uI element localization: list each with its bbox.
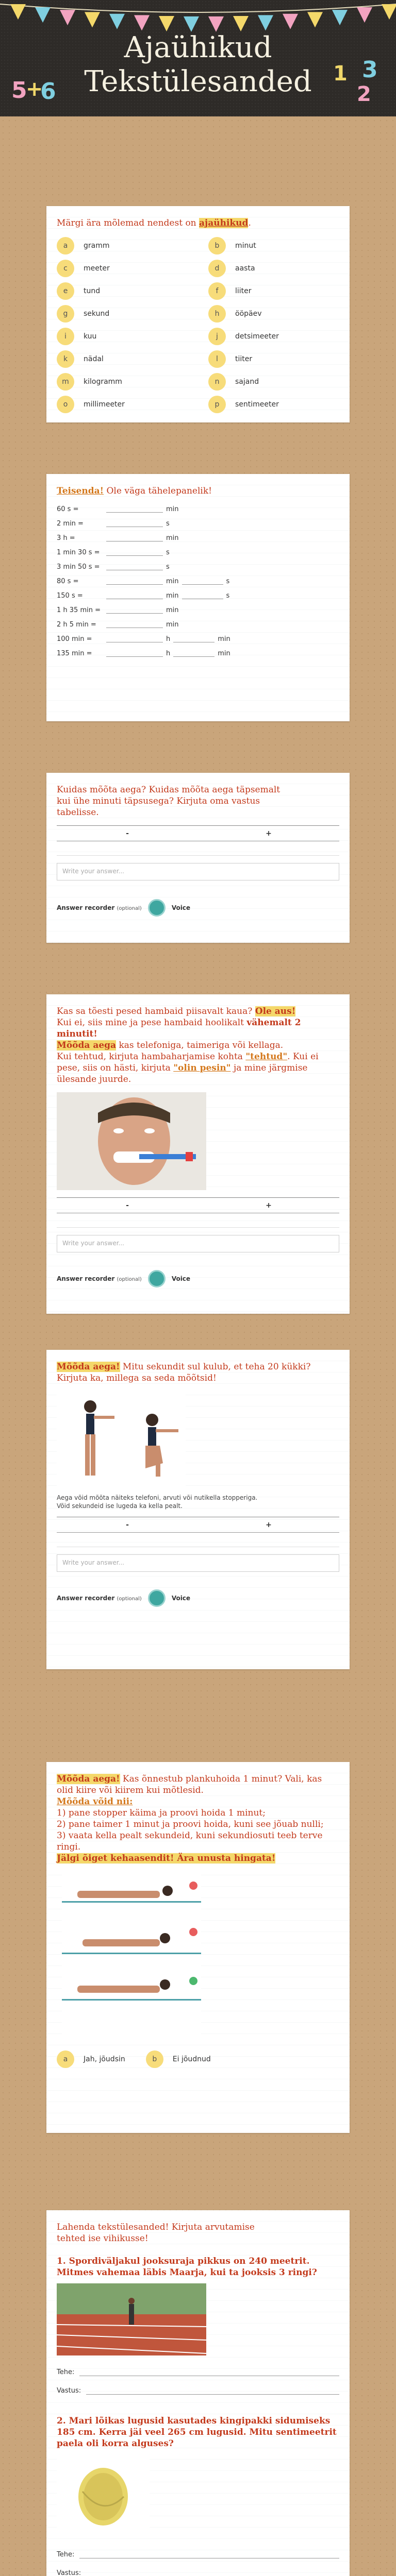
question-squats bbox=[57, 1361, 339, 1384]
tooth-brushing-photo bbox=[57, 1092, 206, 1190]
bunting-flag bbox=[134, 15, 150, 30]
option-label: kuu bbox=[84, 332, 97, 341]
conversion-blank[interactable] bbox=[106, 635, 163, 642]
option-yes[interactable] bbox=[57, 2050, 125, 2068]
squat-illustration bbox=[57, 1391, 186, 1489]
bunting-flag bbox=[60, 10, 75, 25]
teeth-line-4c: ja mine järgmise ülesande juurde. bbox=[57, 1063, 308, 1084]
running-track-photo bbox=[57, 2283, 206, 2355]
chalk-plus-left: + bbox=[26, 77, 43, 101]
answer-option[interactable] bbox=[208, 328, 339, 345]
answer-label: Vastus: bbox=[57, 2569, 81, 2576]
chalk-digit-6: 6 bbox=[40, 78, 56, 105]
bunting-flag bbox=[159, 16, 174, 31]
answer-input[interactable]: Write your answer... bbox=[57, 863, 339, 880]
option-no-label: Ei jõudnud bbox=[172, 2055, 211, 2063]
question-plank bbox=[57, 1773, 339, 1864]
teeth-measure: Mõõda aega bbox=[57, 1040, 117, 1050]
card-time-units bbox=[46, 206, 350, 422]
conversion-unit: min bbox=[166, 577, 179, 585]
conversion-left: 80 s = bbox=[57, 577, 79, 585]
option-grid bbox=[57, 237, 339, 413]
option-badge: g bbox=[57, 305, 74, 323]
word-problems-intro bbox=[57, 2222, 339, 2244]
conversion-blank[interactable] bbox=[106, 549, 163, 556]
answer-label: Vastus: bbox=[57, 2386, 81, 2395]
conversion-blank[interactable] bbox=[182, 592, 223, 599]
answer-option[interactable] bbox=[57, 282, 188, 300]
option-badge: c bbox=[57, 260, 74, 277]
conversion-blank[interactable] bbox=[106, 505, 163, 513]
option-badge: m bbox=[57, 373, 74, 391]
task-1-equation bbox=[57, 2363, 339, 2381]
conversion-unit: min bbox=[166, 505, 179, 513]
equation-label: Tehe: bbox=[57, 2550, 75, 2558]
card-measure-time bbox=[46, 773, 350, 943]
bunting-flag bbox=[233, 16, 249, 31]
measure-line-1: Kuidas mõõta aega? Kuidas mõõta aega täpsemalt bbox=[57, 785, 280, 795]
question-teeth bbox=[57, 1006, 339, 1085]
conversion-unit: s bbox=[166, 519, 170, 528]
option-label: detsimeeter bbox=[235, 332, 279, 341]
teeth-brushed: "olin pesin" bbox=[173, 1063, 231, 1073]
conversion-blank[interactable] bbox=[106, 650, 163, 657]
answer-recorder bbox=[57, 1270, 339, 1287]
convert-rows bbox=[57, 502, 339, 660]
option-badge: a bbox=[57, 2050, 74, 2068]
col-plus: + bbox=[266, 1201, 272, 1210]
answer-option[interactable] bbox=[57, 260, 188, 277]
conversion-row bbox=[57, 603, 339, 617]
option-badge: p bbox=[208, 396, 226, 413]
card-word-problems bbox=[46, 2210, 350, 2576]
recorder-label-text: Answer recorder bbox=[57, 904, 115, 911]
page-title bbox=[0, 31, 396, 99]
bunting-flag bbox=[10, 4, 26, 20]
plank-illustration bbox=[62, 1870, 201, 2035]
option-no[interactable] bbox=[146, 2050, 211, 2068]
option-badge: b bbox=[146, 2050, 163, 2068]
teeth-line-4: Kui tehtud, kirjuta hambaharjamise kohta bbox=[57, 1052, 246, 1062]
conversion-left: 1 h 35 min = bbox=[57, 606, 101, 614]
conversion-row bbox=[57, 545, 339, 560]
option-badge: k bbox=[57, 350, 74, 368]
task-1-answer bbox=[57, 2381, 339, 2400]
option-label: meeter bbox=[84, 264, 110, 273]
option-badge: h bbox=[208, 305, 226, 323]
conversion-row bbox=[57, 617, 339, 632]
chalk-digit-2: 2 bbox=[357, 82, 371, 106]
conversion-blank[interactable] bbox=[106, 563, 163, 570]
option-label: sentimeeter bbox=[235, 400, 279, 409]
answer-recorder bbox=[57, 899, 339, 917]
answer-option[interactable] bbox=[208, 237, 339, 255]
teeth-line-1: Kas sa tõesti pesed hambaid piisavalt kaua? bbox=[57, 1006, 255, 1016]
bunting-flag bbox=[283, 14, 298, 29]
title-line-1: Ajaühikud bbox=[124, 31, 272, 64]
option-badge: o bbox=[57, 396, 74, 413]
title-line-2: Tekstülesanded bbox=[84, 65, 312, 98]
squats-text: Mitu sekundit sul kulub, et teha 20 kükki? Kirjuta ka, millega sa seda mõõtsid! bbox=[57, 1362, 311, 1383]
conversion-blank[interactable] bbox=[106, 621, 163, 628]
conversion-left: 60 s = bbox=[57, 505, 79, 513]
conversion-unit: h bbox=[166, 649, 171, 657]
header-chalkboard bbox=[0, 0, 396, 116]
table-header bbox=[57, 1517, 339, 1533]
option-badge: l bbox=[208, 350, 226, 368]
table-row bbox=[57, 841, 339, 856]
q1-text: Märgi ära mõlemad nendest on bbox=[57, 218, 196, 228]
plank-step-1: 1) pane stopper käima ja proovi hoida 1 minut; bbox=[57, 1808, 266, 1818]
recorder-optional: (optional) bbox=[117, 1596, 142, 1602]
conversion-blank[interactable] bbox=[106, 606, 163, 614]
bunting-flag bbox=[85, 12, 100, 27]
conversion-unit: min bbox=[166, 620, 179, 629]
option-yes-label: Jah, jõudsin bbox=[84, 2055, 125, 2063]
equation-label: Tehe: bbox=[57, 2368, 75, 2376]
col-minus: - bbox=[126, 1520, 129, 1529]
conversion-unit: min bbox=[218, 635, 230, 643]
conversion-row bbox=[57, 646, 339, 660]
intro-line-2: tehted ise vihikusse! bbox=[57, 2233, 148, 2244]
answer-option[interactable] bbox=[57, 396, 188, 413]
task-2-answer bbox=[57, 2564, 339, 2576]
chalk-digit-3: 3 bbox=[362, 57, 378, 83]
table-row bbox=[57, 1533, 339, 1547]
option-badge: j bbox=[208, 328, 226, 345]
squats-measure: Mõõda aega! bbox=[57, 1362, 120, 1372]
bunting-flag bbox=[332, 10, 348, 25]
task-1-text: 1. Spordiväljakul jooksuraja pikkus on 240 meetrit. Mitmes vahemaa läbis Maarja, kui ta jooksis 3 ringi? bbox=[57, 2256, 317, 2278]
conversion-unit: s bbox=[226, 577, 230, 585]
conversion-blank[interactable] bbox=[182, 578, 223, 585]
option-label: kilogramm bbox=[84, 378, 122, 386]
squats-caption-1: Aega võid mõõta näiteks telefoni, arvuti või nutikella stopperiga. bbox=[57, 1494, 258, 1501]
measure-line-3: tabelisse. bbox=[57, 807, 99, 818]
option-badge: n bbox=[208, 373, 226, 391]
answer-option[interactable] bbox=[57, 305, 188, 323]
conversion-unit: min bbox=[218, 649, 230, 657]
bunting-flag bbox=[208, 16, 224, 32]
recorder-label-text: Answer recorder bbox=[57, 1595, 115, 1602]
bunting-flag bbox=[35, 7, 51, 23]
bunting-flag bbox=[307, 12, 323, 27]
answer-option[interactable] bbox=[208, 350, 339, 368]
q1-end: . bbox=[248, 218, 251, 228]
plank-how: Mõõda võid nii: bbox=[57, 1797, 133, 1807]
conversion-row bbox=[57, 531, 339, 545]
conversion-row bbox=[57, 560, 339, 574]
table-header bbox=[57, 826, 339, 841]
voice-label: Voice bbox=[171, 904, 191, 911]
card-squats bbox=[46, 1350, 350, 1669]
voice-record-button[interactable] bbox=[148, 1270, 166, 1287]
answer-option[interactable] bbox=[208, 282, 339, 300]
teeth-table bbox=[57, 1197, 339, 1228]
teeth-line-4b: . Kui ei pese, siis on hästi, kirjuta bbox=[57, 1052, 319, 1073]
question-time-units bbox=[57, 217, 339, 229]
voice-label: Voice bbox=[171, 1275, 191, 1282]
plank-text: Kas õnnestub plankuhoida 1 minut? Vali, kas olid kiire või kiirem kui mõtlesid. bbox=[57, 1774, 322, 1795]
answer-option[interactable] bbox=[208, 373, 339, 391]
option-label: tiiter bbox=[235, 355, 253, 363]
col-minus: - bbox=[126, 1201, 129, 1210]
option-label: tund bbox=[84, 287, 101, 295]
conversion-row bbox=[57, 516, 339, 531]
recorder-label bbox=[57, 1595, 142, 1602]
bunting-flag bbox=[382, 4, 396, 20]
option-label: ööpäev bbox=[235, 310, 262, 318]
option-label: millimeeter bbox=[84, 400, 125, 409]
answer-input[interactable]: Write your answer... bbox=[57, 1235, 339, 1252]
ribbon-roll-photo bbox=[57, 2455, 150, 2538]
plank-measure: Mõõda aega! bbox=[57, 1774, 120, 1784]
option-label: minut bbox=[235, 242, 256, 250]
answer-recorder bbox=[57, 1589, 339, 1607]
bunting-flag bbox=[109, 14, 125, 29]
recorder-label bbox=[57, 1275, 142, 1282]
voice-label: Voice bbox=[171, 1595, 191, 1602]
conversion-blank[interactable] bbox=[106, 520, 163, 527]
conversion-blank[interactable] bbox=[106, 534, 163, 541]
option-badge: f bbox=[208, 282, 226, 300]
option-badge: a bbox=[57, 237, 74, 255]
option-badge: b bbox=[208, 237, 226, 255]
teeth-done: "tehtud" bbox=[245, 1052, 288, 1062]
question-convert bbox=[57, 485, 339, 497]
conversion-left: 3 h = bbox=[57, 534, 75, 542]
q1-highlight: ajaühikud bbox=[199, 218, 249, 228]
answer-input[interactable]: Write your answer... bbox=[57, 1554, 339, 1572]
equation-line[interactable] bbox=[79, 2368, 339, 2376]
task-2-text: 2. Mari lõikas lugusid kasutades kingipakki sidumiseks 185 cm. Kerra jäi veel 265 cm lugusid. Mitu sentimeetrit paela oli korra alguses? bbox=[57, 2416, 337, 2449]
voice-record-button[interactable] bbox=[148, 1589, 166, 1607]
option-badge: e bbox=[57, 282, 74, 300]
voice-record-button[interactable] bbox=[148, 899, 166, 917]
conversion-blank[interactable] bbox=[173, 650, 214, 657]
table-row bbox=[57, 1213, 339, 1228]
answer-option[interactable] bbox=[57, 237, 188, 255]
option-label: sajand bbox=[235, 378, 259, 386]
conversion-left: 150 s = bbox=[57, 591, 83, 600]
conversion-left: 2 h 5 min = bbox=[57, 620, 96, 629]
recorder-label bbox=[57, 904, 142, 911]
card-convert bbox=[46, 474, 350, 721]
plank-step-3: 3) vaata kella pealt sekundeid, kuni sekundiosuti teeb terve ringi. bbox=[57, 1831, 323, 1852]
conversion-left: 1 min 30 s = bbox=[57, 548, 100, 556]
option-label: nädal bbox=[84, 355, 104, 363]
card-plank bbox=[46, 1762, 350, 2133]
squats-table bbox=[57, 1517, 339, 1547]
card-brush-teeth bbox=[46, 994, 350, 1314]
option-label: aasta bbox=[235, 264, 255, 273]
recorder-optional: (optional) bbox=[117, 906, 142, 911]
chalk-digit-1: 1 bbox=[333, 62, 348, 86]
option-label: liiter bbox=[235, 287, 252, 295]
option-badge: i bbox=[57, 328, 74, 345]
option-label: sekund bbox=[84, 310, 110, 318]
pro-con-table bbox=[57, 825, 339, 856]
conversion-unit: s bbox=[166, 548, 170, 556]
conversion-row bbox=[57, 574, 339, 588]
bunting-flag bbox=[184, 16, 199, 32]
conversion-left: 100 min = bbox=[57, 635, 92, 643]
col-plus: + bbox=[266, 1520, 272, 1529]
conversion-left: 2 min = bbox=[57, 519, 84, 528]
plank-warning: Jälgi õiget kehaasendit! Ära unusta hingata! bbox=[57, 1853, 276, 1863]
answer-option[interactable] bbox=[208, 305, 339, 323]
table-header bbox=[57, 1198, 339, 1213]
option-badge: d bbox=[208, 260, 226, 277]
option-label: gramm bbox=[84, 242, 110, 250]
conversion-row bbox=[57, 502, 339, 516]
conversion-left: 135 min = bbox=[57, 649, 92, 657]
conversion-unit: min bbox=[166, 606, 179, 614]
teeth-2min: vähemalt 2 minutit! bbox=[57, 1018, 301, 1039]
conversion-unit: min bbox=[166, 534, 179, 542]
col-minus: - bbox=[126, 829, 129, 838]
convert-rest: Ole väga tähelepanelik! bbox=[104, 486, 212, 496]
bunting-flag bbox=[258, 15, 273, 30]
conversion-blank[interactable] bbox=[106, 592, 163, 599]
answer-line[interactable] bbox=[86, 2386, 339, 2395]
question-measure bbox=[57, 784, 339, 818]
conversion-blank[interactable] bbox=[173, 635, 214, 642]
conversion-unit: min bbox=[166, 591, 179, 600]
intro-line-1: Lahenda tekstülesanded! Kirjuta arvutamise bbox=[57, 2222, 255, 2232]
col-plus: + bbox=[266, 829, 272, 838]
bunting-flag bbox=[357, 7, 372, 23]
conversion-unit: s bbox=[226, 591, 230, 600]
convert-highlight: Teisenda! bbox=[57, 486, 104, 496]
teeth-line-2: Kui ei, siis mine ja pese hambaid hoolikalt bbox=[57, 1018, 247, 1028]
conversion-unit: s bbox=[166, 563, 170, 571]
answer-option[interactable] bbox=[208, 396, 339, 413]
equation-line[interactable] bbox=[79, 2550, 339, 2558]
answer-option[interactable] bbox=[208, 260, 339, 277]
conversion-row bbox=[57, 588, 339, 603]
answer-option[interactable] bbox=[57, 328, 188, 345]
measure-line-2: kui ühe minuti täpsusega? Kirjuta oma vastus bbox=[57, 796, 260, 806]
task-2-equation bbox=[57, 2545, 339, 2564]
answer-option[interactable] bbox=[57, 373, 188, 391]
conversion-row bbox=[57, 632, 339, 646]
answer-line[interactable] bbox=[86, 2569, 339, 2576]
plank-step-2: 2) pane taimer 1 minut ja proovi hoida, kuni see jõuab nulli; bbox=[57, 1819, 324, 1829]
chalk-digits-left: 5 bbox=[11, 77, 27, 104]
teeth-honest: Ole aus! bbox=[255, 1006, 296, 1016]
recorder-label-text: Answer recorder bbox=[57, 1275, 115, 1282]
squats-caption-2: Võid sekundeid ise lugeda ka kella pealt. bbox=[57, 1502, 183, 1510]
plank-options bbox=[57, 2050, 339, 2068]
conversion-blank[interactable] bbox=[106, 578, 163, 585]
recorder-optional: (optional) bbox=[117, 1277, 142, 1282]
answer-option[interactable] bbox=[57, 350, 188, 368]
conversion-unit: h bbox=[166, 635, 171, 643]
conversion-left: 3 min 50 s = bbox=[57, 563, 100, 571]
teeth-line-3: kas telefoniga, taimeriga või kellaga. bbox=[116, 1040, 284, 1050]
